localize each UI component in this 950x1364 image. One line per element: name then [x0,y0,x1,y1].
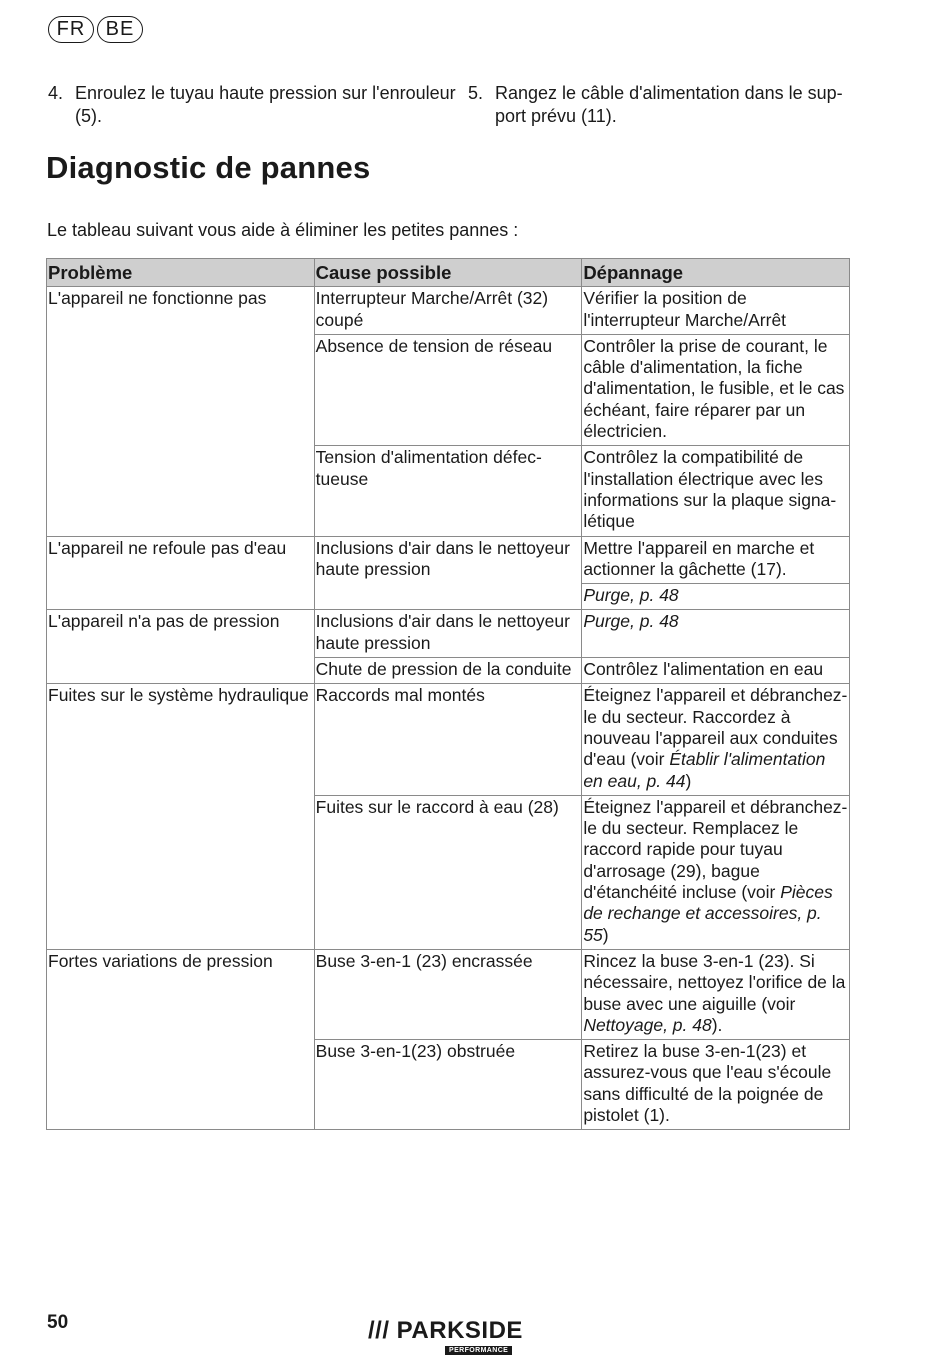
remedy-cell-reference: Purge, p. 48 [582,610,850,658]
cause-cell: Buse 3-en-1(23) obstruée [314,1040,582,1130]
step-number: 5. [468,83,484,103]
lang-badge-be: BE [97,16,143,43]
page-number: 50 [47,1312,69,1333]
problem-cell: Fortes variations de pression [47,949,315,1129]
remedy-text: ) [685,770,692,791]
remedy-cell: Mettre l'appareil en marche et actionner la gâchette (17). [582,536,850,584]
language-badges [48,16,143,43]
section-title: Diagnostic de pannes [46,150,371,185]
remedy-reference: Établir l'alimentation en eau, p. 44 [583,749,826,791]
remedy-cell: Contrôler la prise de courant, le câble d'alimentation, la fiche d'alimentation, le fusible, et le cas échéant, faire réparer par un électricien. [582,334,850,445]
problem-cell: L'appareil ne refoule pas d'eau [47,536,315,610]
cause-cell: Inclusions d'air dans le nettoyeur haute pression [314,610,582,658]
remedy-cell-reference: Purge, p. 48 [582,584,850,610]
problem-cell: L'appareil n'a pas de pression [47,610,315,684]
problem-cell: Fuites sur le système hydraulique [47,684,315,950]
table-row [47,949,850,1039]
remedy-text: Éteignez l'appareil et débranchez-le du secteur. Raccordez à nouveau l'appareil aux conduites d'eau (voir [583,685,848,770]
remedy-cell: Vérifier la position de l'interrupteur Marche/Arrêt [582,287,850,335]
problem-cell: L'appareil ne fonctionne pas [47,287,315,536]
intro-text: Le tableau suivant vous aide à éliminer les petites pannes : [47,220,519,240]
remedy-text: ) [602,924,609,945]
remedy-cell [582,684,850,795]
cause-cell: Chute de pression de la conduite [314,658,582,684]
header-remedy: Dépannage [582,259,850,287]
logo-subtitle: PERFORMANCE [445,1346,512,1355]
steps [48,82,858,128]
table-header-row [47,259,850,287]
remedy-text: Rincez la buse 3-en-1 (23). Si nécessaire, nettoyez l'orifice de la buse avec une aiguille (voir [583,950,846,1014]
remedy-text: Éteignez l'appareil et débranchez-le du secteur. Remplacez le raccord rapide pour tuyau d'arrosage (29), bague d'étanchéité incluse (voir [583,796,848,903]
table-row [47,610,850,658]
header-problem: Problème [47,259,315,287]
step-text: Enroulez le tuyau haute pression sur l'enrouleur (5). [75,83,456,126]
cause-cell: Tension d'alimentation défectueuse [314,446,582,536]
header-cause: Cause possible [314,259,582,287]
remedy-reference: Pièces de rechange et accessoires, p. 55 [583,882,833,945]
remedy-reference: Nettoyage, p. 48 [583,1014,712,1035]
table-row [47,536,850,584]
cause-cell: Absence de tension de réseau [314,334,582,445]
cause-cell: Buse 3-en-1 (23) encrassée [314,949,582,1039]
remedy-cell: Retirez la buse 3-en-1(23) et assurez-vous que l'eau s'écoule sans difficulté de la poignée de pistolet (1). [582,1040,850,1130]
step-number: 4. [48,83,64,103]
lang-badge-fr: FR [48,16,94,43]
table-row [47,684,850,795]
remedy-cell [582,795,850,949]
remedy-cell: Contrôlez l'alimentation en eau [582,658,850,684]
logo-wordmark: /// PARKSIDE [368,1317,523,1344]
step-item [468,82,843,128]
step-text: Rangez le câble d'alimentation dans le support prévu (11). [495,83,843,126]
cause-cell: Raccords mal montés [314,684,582,795]
cause-cell: Fuites sur le raccord à eau (28) [314,795,582,949]
cause-cell: Inclusions d'air dans le nettoyeur haute pression [314,536,582,610]
remedy-text: ). [711,1014,723,1035]
remedy-cell: Contrôlez la compatibilité de l'installation électrique avec les informations sur la plaque signalétique [582,446,850,536]
cause-cell: Interrupteur Marche/Arrêt (32) coupé [314,287,582,335]
table-row [47,287,850,335]
troubleshooting-table [46,258,850,1130]
parkside-logo [368,1317,530,1354]
step-item [48,82,468,128]
remedy-cell [582,949,850,1039]
